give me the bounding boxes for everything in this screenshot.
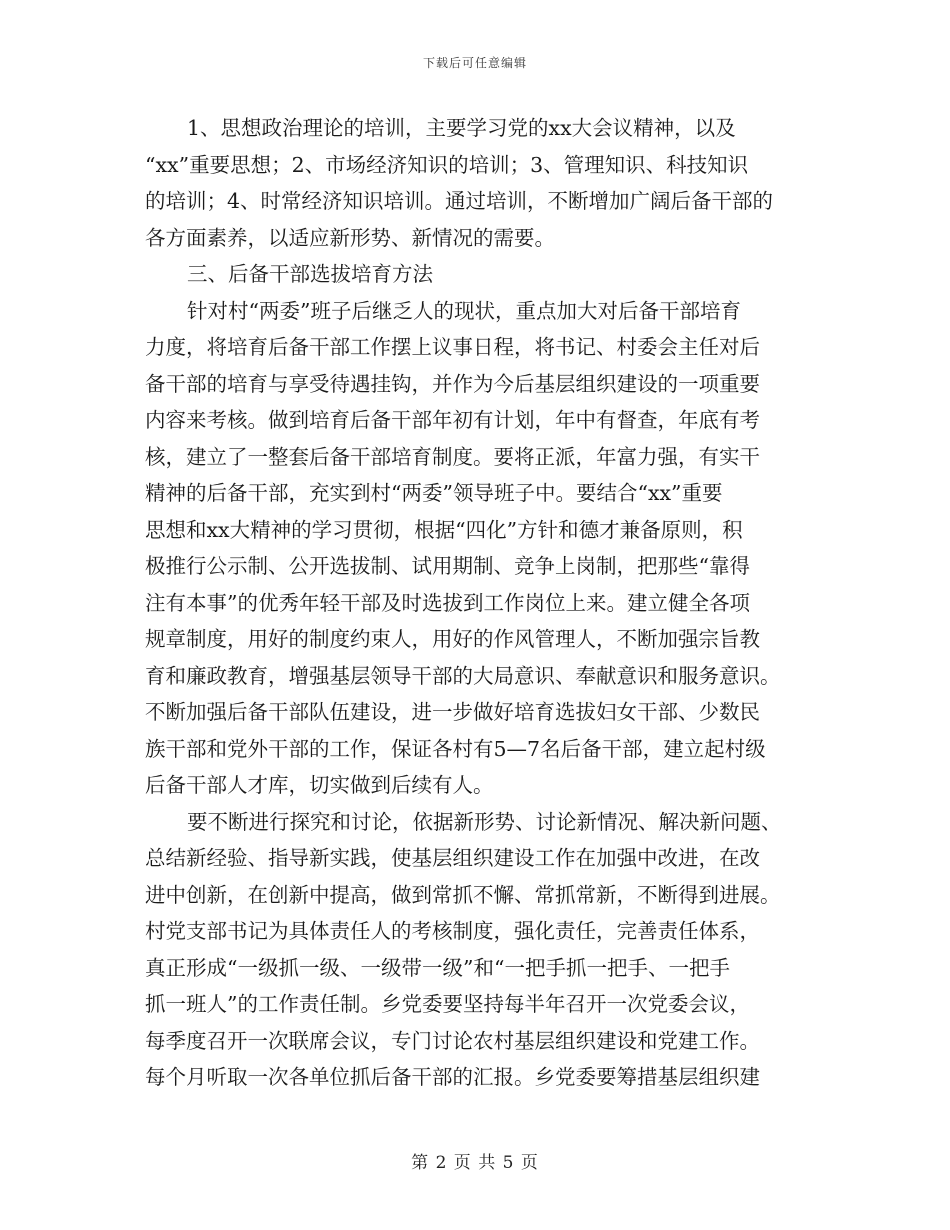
text-line: 后备干部人才库，切实做到后续有人。 xyxy=(145,773,494,797)
page-header: 下载后可任意编辑 xyxy=(422,56,527,70)
text-line: 精神的后备干部，充实到村“两委”领导班子中。要结合“xx”重要 xyxy=(145,481,723,505)
text-line: 族干部和党外干部的工作，保证各村有5—7名后备干部，建立起村级 xyxy=(145,736,766,761)
text-line: 规章制度，用好的制度约束人，用好的作风管理人，不断加强宗旨教 xyxy=(145,627,760,651)
text-line: 不断加强后备干部队伍建设，进一步做好培育选拔妇女干部、少数民 xyxy=(145,700,760,724)
text-line: 各方面素养，以适应新形势、新情况的需要。 xyxy=(145,225,555,250)
text-line: 抓一班人”的工作责任制。乡党委要坚持每半年召开一次党委会议， xyxy=(145,992,750,1016)
page-number: 第 2 页 共 5 页 xyxy=(411,1153,539,1173)
text-line: 要不断进行探究和讨论，依据新形势、讨论新情况、解决新问题、 xyxy=(187,809,782,834)
document-body xyxy=(145,110,810,1096)
text-line: 每季度召开一次联席会议，专门讨论农村基层组织建设和党建工作。 xyxy=(145,1028,760,1053)
text-line: 1、思想政治理论的培训，主要学习党的xx大会议精神，以及 xyxy=(187,116,736,140)
text-line: 力度，将培育后备干部工作摆上议事日程，将书记、村委会主任对后 xyxy=(145,335,760,359)
text-line: 的培训；4、时常经济知识培训。通过培训，不断增加广阔后备干部的 xyxy=(145,189,774,213)
text-line: 内容来考核。做到培育后备干部年初有计划，年中有督查，年底有考 xyxy=(145,408,760,432)
text-line: 备干部的培育与享受待遇挂钩，并作为今后基层组织建设的一项重要 xyxy=(145,371,760,396)
text-line: 村党支部书记为具体责任人的考核制度，强化责任，完善责任体系， xyxy=(145,919,760,943)
text-line: 核，建立了一整套后备干部培育制度。要将正派，年富力强，有实干 xyxy=(145,444,760,469)
text-line: 总结新经验、指导新实践，使基层组织建设工作在加强中改进，在改 xyxy=(145,846,760,870)
text-line: 针对村“两委”班子后继乏人的现状，重点加大对后备干部培育 xyxy=(187,298,741,323)
text-line: 真正形成“一级抓一级、一级带一级”和“一把手抓一把手、一把手 xyxy=(145,955,730,980)
text-line: 注有本事”的优秀年轻干部及时选拔到工作岗位上来。建立健全各项 xyxy=(145,590,750,615)
text-line: 每个月听取一次各单位抓后备干部的汇报。乡党委要筹措基层组织建 xyxy=(145,1065,760,1089)
text-line: 极推行公示制、公开选拔制、试用期制、竞争上岗制，把那些“靠得 xyxy=(145,554,750,578)
text-line: 育和廉政教育，增强基层领导干部的大局意识、奉献意识和服务意识。 xyxy=(145,663,781,688)
text-line: 进中创新，在创新中提高，做到常抓不懈、常抓常新，不断得到进展。 xyxy=(145,882,781,907)
text-line: 三、后备干部选拔培育方法 xyxy=(187,262,433,286)
text-line: 思想和xx大精神的学习贯彻，根据“四化”方针和德才兼备原则，积 xyxy=(145,517,743,542)
text-line: “xx”重要思想；2、市场经济知识的培训；3、管理知识、科技知识 xyxy=(145,152,749,177)
